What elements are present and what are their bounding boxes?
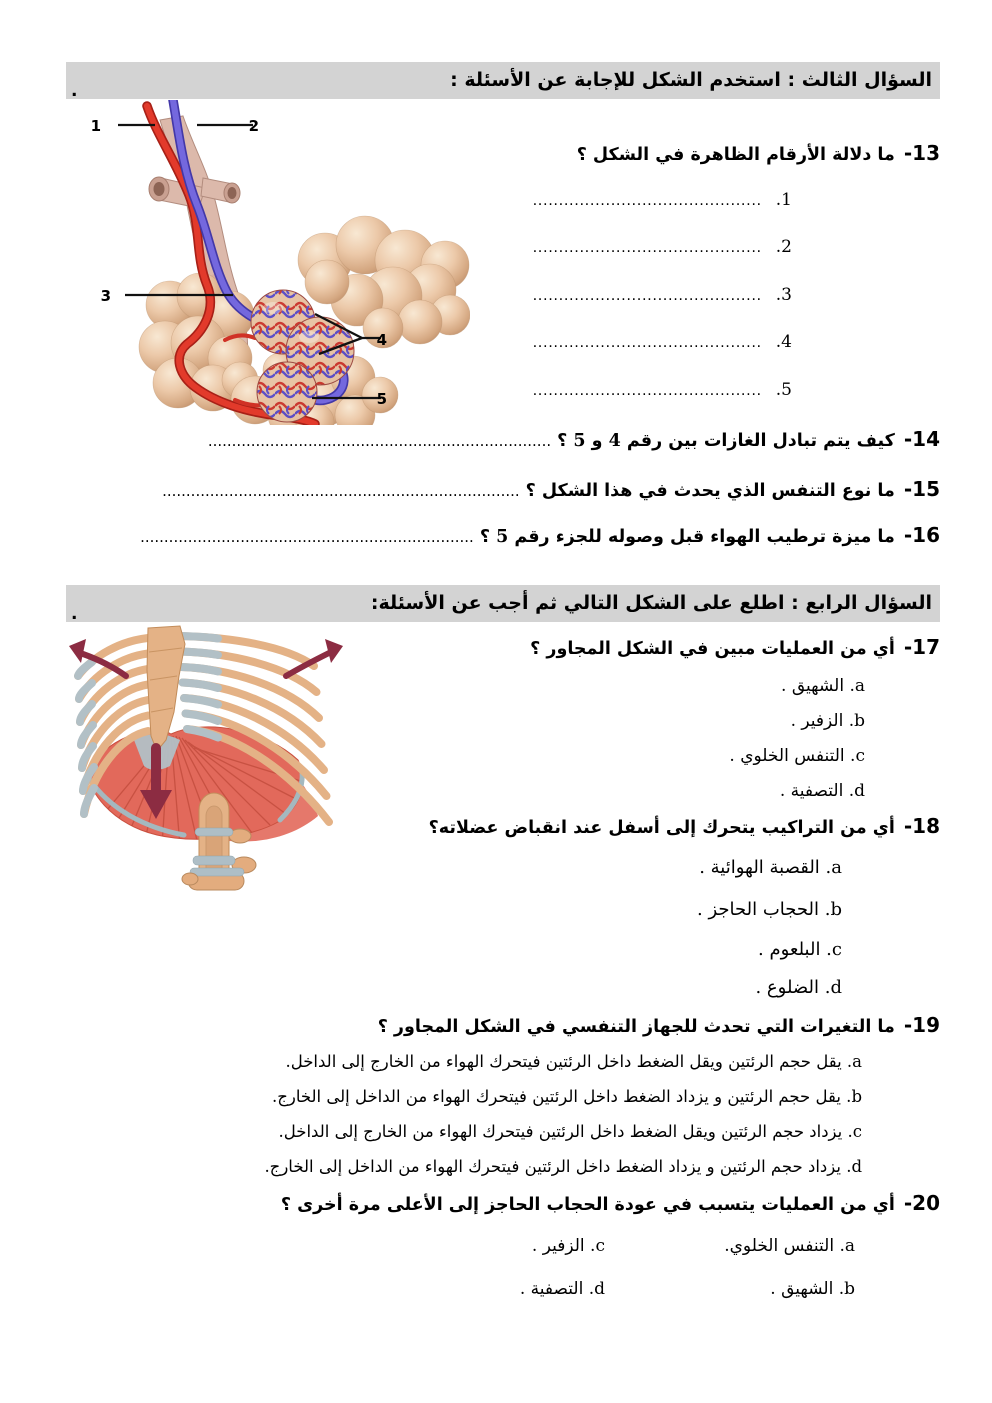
question-15-answer-dots: ........................................................................... [162, 482, 520, 500]
question-20 [281, 1190, 940, 1219]
q19-option-c: c. يزداد حجم الرئتين ويقل الضغط داخل الرئتين فيتحرك الهواء من الخارج إلى الداخل. [278, 1122, 862, 1141]
question-19 [378, 1012, 940, 1041]
q13-answer-line-4 [533, 330, 792, 355]
question-18 [429, 813, 940, 842]
q13-item-5-label: 5. [775, 380, 792, 400]
question-14-answer-dots: ........................................................................ [207, 432, 552, 450]
section3-end-mark: . [71, 81, 78, 101]
question-13-number: 13- [903, 141, 940, 165]
ribcage-figure [66, 624, 348, 896]
q17-option-a: a. الشهيق . [781, 676, 865, 696]
question-20-number: 20- [903, 1191, 940, 1215]
q13-item-1-label: 1. [775, 190, 792, 210]
question-19-text: ما التغيرات التي تحدث للجهاز التنفسي في الشكل المجاور ؟ [377, 1017, 895, 1037]
q19-option-b: b. يقل حجم الرئتين و يزداد الضغط داخل الرئتين فيتحرك الهواء من الداخل إلى الخارج. [271, 1087, 862, 1106]
question-13-text: ما دلالة الأرقام الظاهرة في الشكل ؟ [576, 145, 895, 165]
question-14-text: كيف يتم تبادل الغازات بين رقم 4 و 5 ؟ [557, 431, 895, 451]
q13-item-4-dots: ............................................ [532, 335, 762, 351]
question-20-text: أي من العمليات يتسبب في عودة الحجاب الحاجز إلى الأعلى مرة أخرى ؟ [280, 1195, 895, 1215]
q13-answer-line-3 [533, 283, 792, 308]
q13-item-2-dots: ............................................ [532, 240, 762, 256]
question-17-number: 17- [903, 635, 940, 659]
question-17-text: أي من العمليات مبين في الشكل المجاور ؟ [530, 639, 895, 659]
question-14 [208, 426, 940, 455]
q13-item-2-label: 2. [775, 237, 792, 257]
section4-header-bar [66, 585, 940, 622]
q13-answer-line-1 [533, 188, 792, 213]
q13-item-5-dots: ............................................ [532, 383, 762, 399]
figure1-label-4: 4 [376, 331, 387, 349]
q13-answer-line-5 [533, 378, 792, 403]
q20-option-b: b. الشهيق . [770, 1279, 855, 1299]
q17-option-c: c. التنفس الخلوي . [729, 746, 865, 766]
section3-header-text: السؤال الثالث : استخدم الشكل للإجابة عن الأسئلة : [450, 69, 932, 91]
q19-option-d: d. يزداد حجم الرئتين و يزداد الضغط داخل الرئتين فيتحرك الهواء من الداخل إلى الخارج. [264, 1157, 862, 1176]
q17-option-b: b. الزفير . [790, 711, 865, 731]
q18-option-a: a. القصبة الهوائية . [699, 857, 842, 878]
q20-option-d: d. التصفية . [519, 1279, 605, 1299]
question-19-number: 19- [903, 1013, 940, 1037]
q20-option-a: a. التنفس الخلوي. [724, 1236, 855, 1256]
q13-item-3-label: 3. [775, 285, 792, 305]
question-13 [577, 140, 940, 169]
question-15 [162, 476, 940, 505]
q18-option-d: d. الضلوع . [755, 977, 842, 998]
question-15-number: 15- [903, 477, 940, 501]
q17-option-d: d. التصفية . [779, 781, 865, 801]
section4-end-mark: . [71, 604, 78, 624]
q13-item-3-dots: ............................................ [532, 288, 762, 304]
alveoli-figure [75, 100, 470, 425]
question-16-number: 16- [903, 523, 940, 547]
question-17 [530, 634, 940, 663]
question-18-number: 18- [903, 814, 940, 838]
q18-option-b: b. الحجاب الحاجز . [697, 899, 842, 920]
q19-option-a: a. يقل حجم الرئتين ويقل الضغط داخل الرئتين فيتحرك الهواء من الخارج إلى الداخل. [285, 1052, 862, 1071]
question-16-text: ما ميزة ترطيب الهواء قبل وصوله للجزء رقم 5 ؟ [479, 527, 895, 547]
question-15-text: ما نوع التنفس الذي يحدث في هذا الشكل ؟ [525, 481, 895, 501]
figure1-label-3: 3 [100, 287, 111, 305]
question-16-answer-dots: ...................................................................... [140, 528, 474, 546]
section3-header-bar [66, 62, 940, 99]
question-14-number: 14- [903, 427, 940, 451]
q20-option-c: c. الزفير . [531, 1236, 605, 1256]
q13-answer-line-2 [533, 235, 792, 260]
q13-item-4-label: 4. [775, 332, 792, 352]
section4-header-text: السؤال الرابع : اطلع على الشكل التالي ثم أجب عن الأسئلة: [370, 592, 932, 614]
q18-option-c: c. البلعوم . [758, 939, 842, 960]
figure1-label-5: 5 [376, 390, 387, 408]
question-16 [140, 522, 940, 551]
q13-item-1-dots: ............................................ [532, 193, 762, 209]
figure1-label-2: 2 [248, 117, 259, 135]
figure1-label-1: 1 [90, 117, 101, 135]
question-18-text: أي من التراكيب يتحرك إلى أسفل عند انقباض عضلاته؟ [428, 818, 895, 838]
